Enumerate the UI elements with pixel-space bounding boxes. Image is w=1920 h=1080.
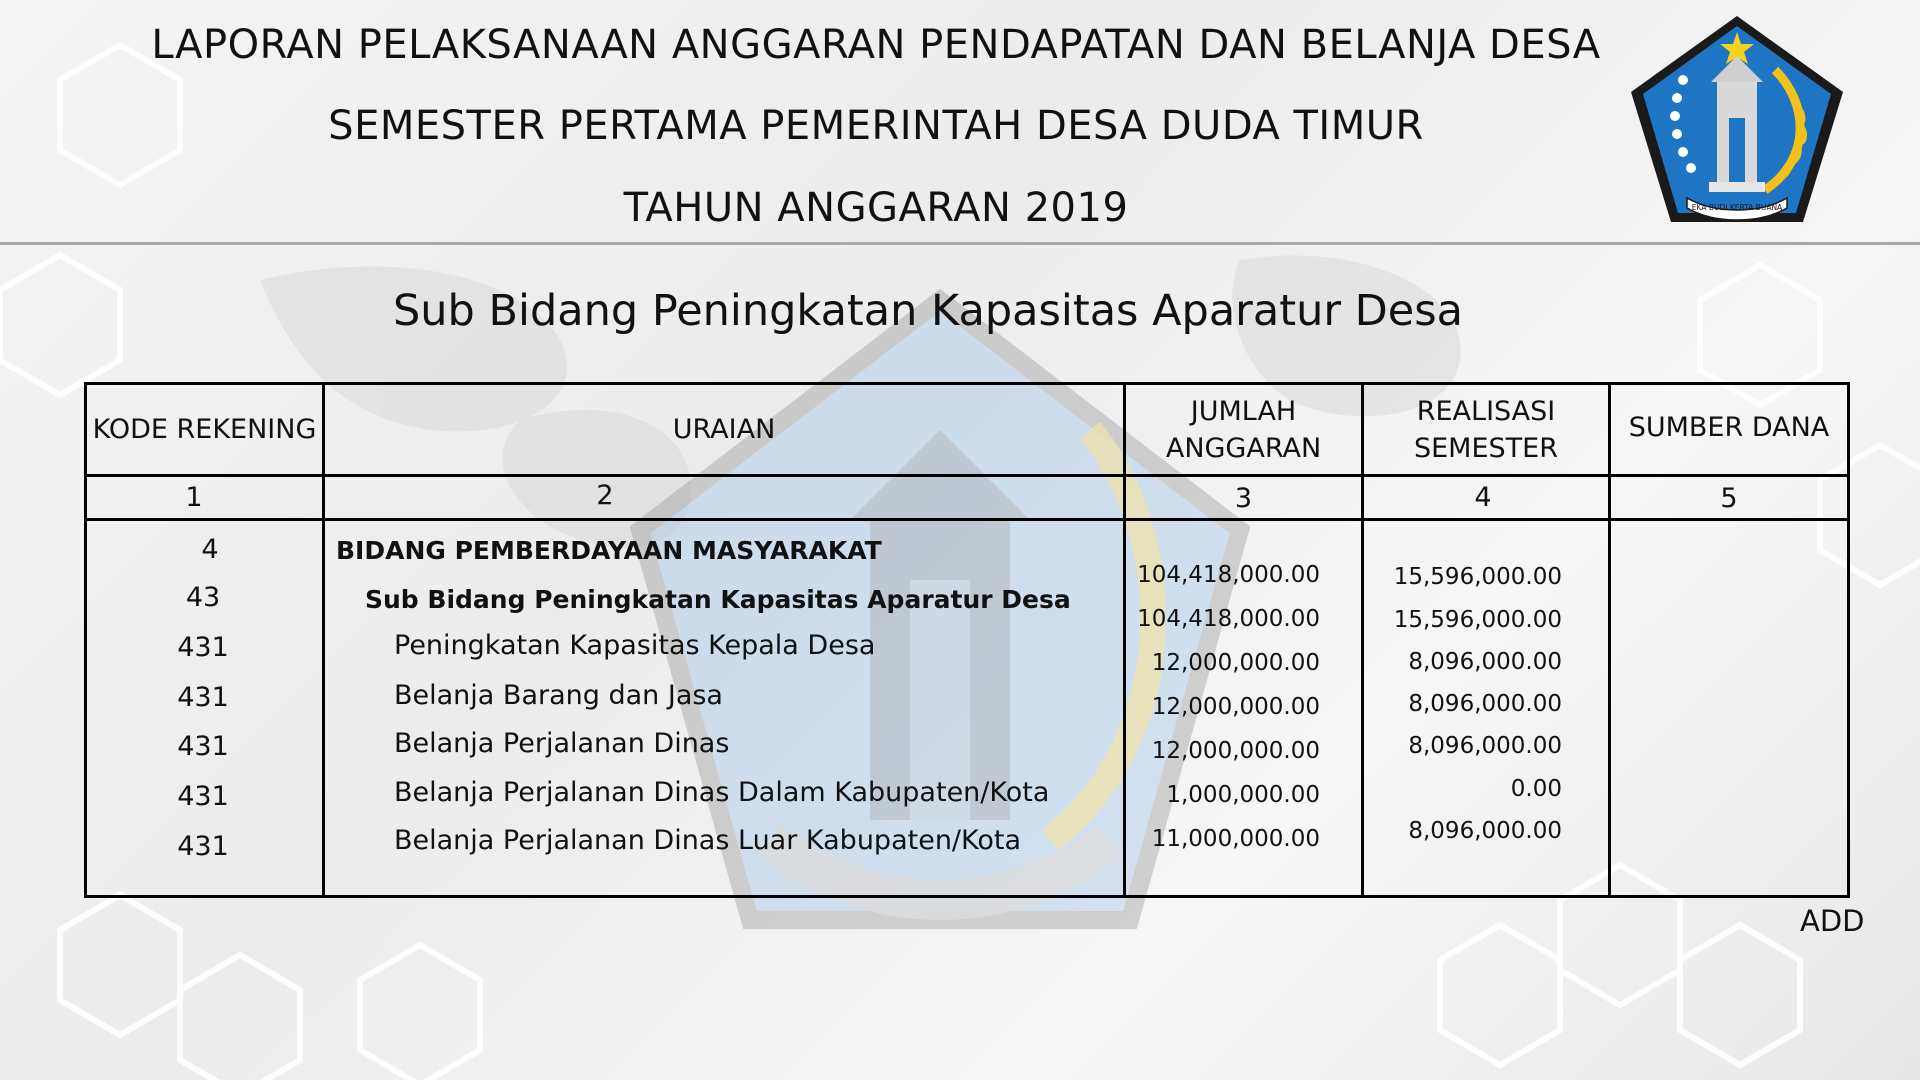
row-jumlah-anggaran: 104,418,000.00 bbox=[1137, 562, 1320, 588]
row-uraian: Sub Bidang Peningkatan Kapasitas Aparatur Desa bbox=[365, 585, 1071, 614]
row-jumlah-anggaran: 1,000,000.00 bbox=[1166, 782, 1320, 808]
column-number-2: 2 bbox=[596, 480, 614, 511]
row-kode: 4 bbox=[201, 534, 219, 565]
row-realisasi-semester: 8,096,000.00 bbox=[1408, 818, 1562, 844]
report-title-line-2: SEMESTER PERTAMA PEMERINTAH DESA DUDA TIMUR bbox=[328, 103, 1424, 149]
number-row-divider bbox=[84, 518, 1850, 521]
header-row-divider bbox=[84, 474, 1850, 477]
row-jumlah-anggaran: 11,000,000.00 bbox=[1151, 826, 1320, 852]
column-header-kode-rekening: KODE REKENING bbox=[92, 414, 317, 445]
column-number-5: 5 bbox=[1720, 483, 1738, 514]
row-uraian: BIDANG PEMBERDAYAAN MASYARAKAT bbox=[336, 536, 882, 565]
budget-table bbox=[84, 382, 1850, 898]
row-realisasi-semester: 15,596,000.00 bbox=[1393, 564, 1562, 590]
column-header-realisasi-semester: REALISASI SEMESTER bbox=[1413, 395, 1558, 464]
column-header-sumber-dana: SUMBER DANA bbox=[1628, 411, 1830, 443]
row-kode: 431 bbox=[177, 831, 229, 862]
row-kode: 431 bbox=[177, 781, 229, 812]
column-number-1: 1 bbox=[185, 482, 203, 513]
column-number-3: 3 bbox=[1234, 483, 1253, 514]
sumber-dana-value: ADD bbox=[1800, 904, 1865, 938]
row-kode: 431 bbox=[177, 731, 229, 762]
row-realisasi-semester: 15,596,000.00 bbox=[1393, 607, 1562, 633]
row-jumlah-anggaran: 104,418,000.00 bbox=[1137, 606, 1320, 632]
column-header-jumlah-anggaran: JUMLAH ANGGARAN bbox=[1165, 395, 1322, 464]
row-kode: 431 bbox=[177, 632, 229, 663]
row-jumlah-anggaran: 12,000,000.00 bbox=[1151, 650, 1320, 676]
report-title-line-3: TAHUN ANGGARAN 2019 bbox=[623, 185, 1129, 231]
row-kode: 43 bbox=[185, 582, 221, 613]
row-jumlah-anggaran: 12,000,000.00 bbox=[1151, 694, 1320, 720]
row-realisasi-semester: 8,096,000.00 bbox=[1408, 733, 1562, 759]
row-uraian: Belanja Perjalanan Dinas Dalam Kabupaten/Kota bbox=[394, 777, 1050, 808]
logo-motto: EKA BUDI KERTA BUANA bbox=[1691, 203, 1783, 212]
regency-emblem-logo bbox=[1625, 10, 1850, 228]
header-divider bbox=[0, 242, 1920, 245]
row-uraian: Belanja Perjalanan Dinas Luar Kabupaten/Kota bbox=[394, 825, 1022, 856]
row-realisasi-semester: 8,096,000.00 bbox=[1408, 691, 1562, 717]
row-kode: 431 bbox=[177, 682, 229, 713]
row-realisasi-semester: 0.00 bbox=[1510, 776, 1562, 802]
row-uraian: Belanja Barang dan Jasa bbox=[394, 680, 723, 711]
section-subtitle: Sub Bidang Peningkatan Kapasitas Aparatur Desa bbox=[393, 286, 1463, 336]
row-uraian: Peningkatan Kapasitas Kepala Desa bbox=[394, 630, 876, 661]
row-uraian: Belanja Perjalanan Dinas bbox=[394, 728, 730, 759]
column-number-4: 4 bbox=[1474, 482, 1492, 513]
report-title-line-1: LAPORAN PELAKSANAAN ANGGARAN PENDAPATAN DAN BELANJA DESA bbox=[151, 22, 1601, 68]
row-realisasi-semester: 8,096,000.00 bbox=[1408, 649, 1562, 675]
row-jumlah-anggaran: 12,000,000.00 bbox=[1151, 738, 1320, 764]
column-header-uraian: URAIAN bbox=[672, 414, 776, 445]
